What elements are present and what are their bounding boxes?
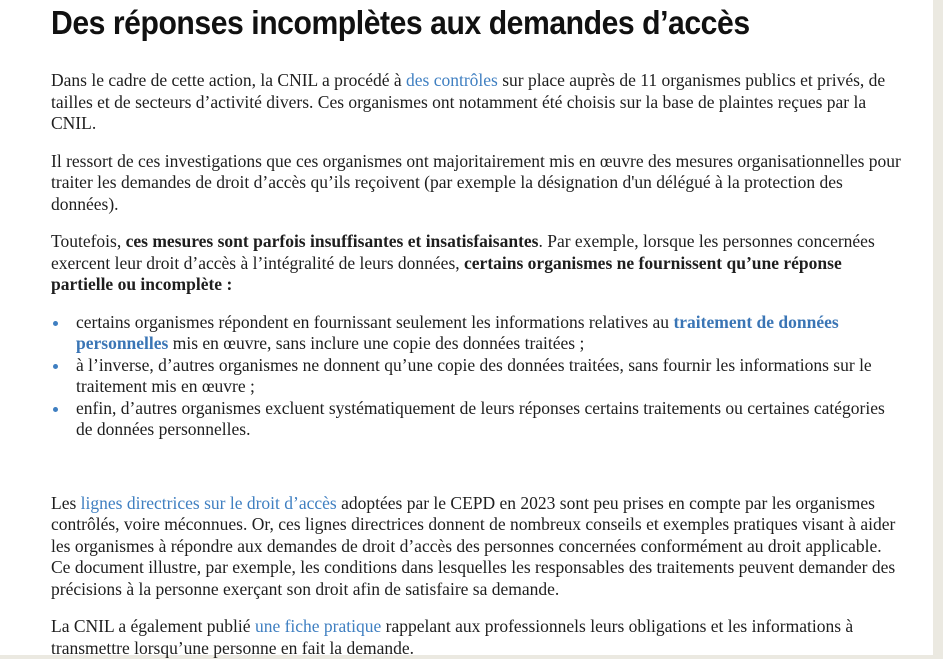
section-heading: Des réponses incomplètes aux demandes d’accès: [51, 5, 750, 42]
personal-data-processing-link[interactable]: traitement de données personnelles: [76, 311, 839, 353]
paragraph-investigations: [51, 151, 901, 216]
bullet-dot: [53, 321, 58, 326]
paragraph-text: sur place auprès de 11 organismes publics et privés, de tailles et de secteurs d’activité divers. Ces organismes ont notamment été choisis sur la base de plaintes reçues par la CNIL.: [51, 70, 886, 133]
paragraph-text: Les: [51, 492, 81, 513]
paragraph-text: La CNIL a également publié: [51, 616, 255, 636]
practical-sheet-link[interactable]: une fiche pratique: [254, 616, 382, 636]
list-item: [51, 355, 901, 398]
bullet-dot: [53, 364, 58, 369]
paragraph-practical-sheet: [51, 616, 901, 659]
paragraph-controls: [51, 70, 901, 135]
paragraph-text: Il ressort de ces investigations que ces organismes ont majoritairement mis en œuvre des mesures organisationnelles pour traiter les demandes de droit d’accès qu’ils reçoivent (par exemple la désignation d'un délégué à la protection des données).: [51, 150, 901, 214]
bullet-dot: [53, 407, 58, 412]
access-right-guidelines-link[interactable]: lignes directrices sur le droit d’accès: [80, 492, 337, 513]
paragraph-text: rappelant aux professionnels leurs obligations et les informations à transmettre lorsqu’une personne en fait la demande.: [51, 616, 854, 658]
emphasis-insufficient-measures: ces mesures sont parfois insuffisantes et insatisfaisantes: [125, 231, 539, 251]
paragraph-however: [51, 231, 901, 296]
list-item-text: certains organismes répondent en fournissant seulement les informations relatives au: [76, 311, 674, 332]
incomplete-responses-list: [51, 312, 901, 441]
list-item-text: à l’inverse, d’autres organismes ne donnent qu’une copie des données traitées, sans fournir les informations sur le traitement mis en œuvre ;: [76, 354, 872, 396]
article-content: [51, 0, 901, 659]
paragraph-text: Dans le cadre de cette action, la CNIL a procédé à: [51, 70, 406, 90]
emphasis-partial-response: certains organismes ne fournissent qu’une réponse partielle ou incomplète :: [51, 252, 842, 294]
paragraph-text: adoptées par le CEPD en 2023 sont peu prises en compte par les organismes contrôlés, voire méconnues. Or, ces lignes directrices donnent de nombreux conseils et exemples pratiques visant à aider les organismes à répondre aux demandes de droit d’accès des personnes concernées conformément au droit applicable. Ce document illustre, par exemple, les conditions dans lesquelles les responsables des traitements peuvent demander des précisions à la personne exerçant son droit afin de satisfaire sa demande.: [51, 492, 896, 599]
list-item: [51, 312, 901, 355]
controls-link[interactable]: des contrôles: [406, 70, 498, 90]
paragraph-text: . Par exemple, lorsque les personnes concernées exercent leur droit d’accès à l’intégralité de leurs données,: [51, 231, 875, 273]
list-item-text: mis en œuvre, sans inclure une copie des données traitées ;: [168, 333, 585, 353]
paragraph-text: Toutefois,: [51, 231, 126, 251]
list-item-text: enfin, d’autres organismes excluent systématiquement de leurs réponses certains traitements ou certaines catégories de données personnelles.: [76, 397, 885, 439]
list-item: [51, 398, 901, 441]
paragraph-guidelines: [51, 493, 901, 601]
